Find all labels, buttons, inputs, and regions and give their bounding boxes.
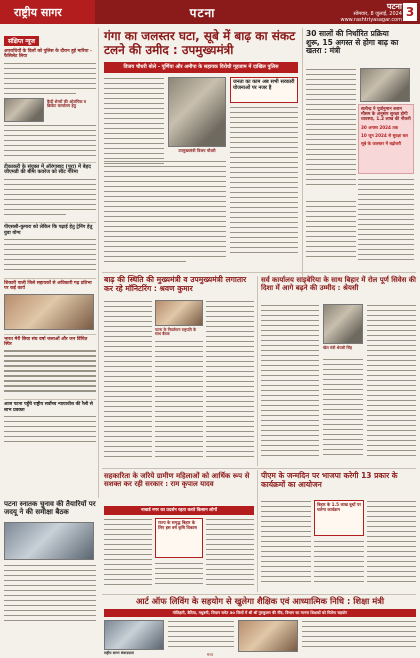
lead-text-col3	[230, 106, 298, 266]
coop-headline: सहकारिता के जरिये ग्रामीण महिलाओं को आर्थिक रूप से सशक्त कर रही सरकार : राम कृपाल यादव	[104, 472, 250, 489]
right-mid-photo	[323, 304, 363, 344]
coop-box-title: राज्य के समृद्ध बिहार के लिए इस वर्ष कृषि विकास	[158, 520, 197, 530]
coop-text2	[155, 562, 203, 590]
right-mid-text2	[323, 358, 363, 464]
pm-text1	[261, 500, 311, 590]
stat-1: 30 अगस्त 2024 तक	[361, 125, 399, 131]
stat-3: सूबे के जलस्तर में बढ़ोत्तरी	[361, 141, 401, 147]
mid-text-col1	[104, 300, 152, 465]
right-mid-text1	[261, 304, 319, 464]
left-bottom-story	[4, 500, 96, 650]
pink-box-text: सत्येन्द्र ने पूर्वानुमान बनाम मौसम के अनुसार सुरक्षा होगी व्यवस्था, 1.2 लाख की नौकरी	[361, 107, 411, 123]
right-mid-text3	[367, 304, 416, 464]
section-tag: संक्षिप्त न्यूज	[4, 36, 39, 46]
bottom-subhead: मोतिहारी, बेतिया, मधुबनी, सिवान समेत 50 जिलों में श्री श्री गुरुकुलम की नींव, विभाग का मानना शिक्षकों को मिलेगा सहयोग	[104, 609, 416, 617]
page-footer: मध्य	[206, 652, 214, 657]
right-top-text3	[306, 200, 356, 268]
brief-text	[4, 62, 96, 96]
right-top-headline: 30 सालों की निर्धारित प्रक्रिया शुरू, 15 अगस्त से होगा बाढ़ का खतरा : मंत्री	[306, 29, 399, 56]
right-top-text	[306, 68, 356, 198]
story7-title: पटना स्नातक चुनाव की तैयारियों पर जदयू ने की समीक्षा बैठक	[4, 500, 96, 517]
right-top-text2	[358, 178, 414, 268]
pm-box	[314, 500, 364, 536]
story4-title: शिकारी पाली जिले सहायकों से अधिकारी गढ़ प्रतिभा पर कई कार्य	[4, 278, 96, 292]
story7-photo	[4, 522, 94, 560]
lead-text-bottom	[104, 160, 226, 266]
lead-quote: जनता का काम अब सभी सरकारी योजनाओं पर नजर है	[233, 79, 295, 91]
mid-text-col2	[155, 340, 203, 465]
right-mid-headline: सर्व कार्यालय साइबेरिया के साथ बिहार में रोल पूर्ण सिवेस की दिशा में आगे बढ़ने की उम्मीद : श्रेयसी	[261, 276, 416, 293]
stat-2: 10 जून 2024 से सुरक्षा बल	[361, 133, 408, 139]
story4-photo	[4, 294, 94, 330]
masthead-date: सोमवार, 8 जुलाई, 2024	[353, 10, 402, 17]
pm-text2	[314, 540, 364, 590]
bottom-text2	[302, 620, 416, 654]
brief-title: अपराधियों के दिलों को पुलिस के दौरान हुई मारिया - फैसिलेट लिया	[4, 49, 92, 60]
page-number: 3	[403, 3, 417, 21]
right-top-pink-box	[358, 104, 414, 174]
coop-subbar: नाबार्ड नगर का प्रदर्शन रहता करते किसान लोगों	[104, 506, 254, 515]
right-top-photo	[360, 68, 410, 102]
bottom-caption-left: राष्ट्रीय सागर संवाददाता	[104, 651, 134, 655]
pm-text3	[367, 500, 416, 590]
story2-title: टीकाकरी के संयुक्त में ऑरंगाबाद (पुरा) में बेहद जीएमडी की बीमा कवरेज को सीट गरिमा	[4, 162, 96, 177]
story5-title: भारत मेरी छिवा संघ वर्षा जलाओं और जन विंचित स्थिर	[4, 334, 96, 348]
brand-name: राष्ट्रीय सागर	[0, 0, 95, 24]
lead-photo	[168, 77, 226, 147]
mid-photo	[155, 300, 203, 326]
mid-text-col3	[206, 300, 254, 465]
coop-text3	[206, 518, 254, 590]
masthead-right-city: पटना	[386, 1, 402, 11]
left-column	[4, 28, 96, 494]
right-mid-photo-caption: खेल मंत्री श्रेयसी सिंह	[323, 345, 353, 350]
bottom-photo-mid	[238, 620, 298, 652]
bottom-photo-left	[104, 620, 164, 650]
lead-quote-box	[230, 77, 298, 103]
edition-city: पटना	[189, 5, 216, 20]
bottom-headline: आर्ट ऑफ लिविंग के सहयोग से खुलेगा शैक्षिक एवं आध्यात्मिक निधि : शिक्षा मंत्री	[135, 596, 385, 606]
story3-title: पीएससी-कुमारा को लेकिन कि पढ़ाई हेतु ट्रेनिंग हेतु युवा योग्य	[4, 222, 96, 236]
lead-subhead: विजय चौधरी बोले - पूर्णिया और अमौपा के सहायक विरोधी गृहजाम में दाखिल पुलिस	[104, 62, 298, 73]
masthead-web: www.rashtriyasagar.com	[340, 16, 402, 23]
story6-title: आज पटना पहुँचे राष्ट्रीय सर्वोच्च न्यायाधीश की रैली से लाभ प्रवक्ता	[4, 399, 96, 413]
brief-photo	[4, 98, 44, 122]
pm-headline: पीएम के जन्मदिन पर भाजपा करेगी 13 प्रकार के कार्यक्रमों का आयोजन	[261, 471, 398, 489]
coop-box	[155, 518, 203, 558]
mid-photo-caption: पटना के निवर्तमान राष्ट्रपति के साथ बैठक	[155, 327, 197, 337]
coop-text1	[104, 518, 152, 590]
masthead	[0, 0, 420, 24]
bottom-text1	[168, 620, 234, 654]
mid-headline: बाढ़ की स्थिति की मुख्यमंत्री व उपमुख्यमंत्री लगातार कर रहे मॉनिटरिंग : श्रवण कुमार	[104, 275, 247, 293]
lead-photo-caption: उपमुख्यमंत्री विजय चौधरी	[178, 148, 216, 153]
pm-box-title: बिहार के 1.5 लाख बूथों पर चलेगा कार्यक्रम	[317, 502, 362, 512]
lead-headline: गंगा का जलस्तर घटा, सूबे में बाढ़ का संकट टलने की उमीद : उपमुख्यमंत्री	[104, 29, 296, 57]
photo1-caption: कैदी शेयरों की ओलंपिक व क्रिकेट कार्यालय हेतु	[47, 98, 87, 109]
